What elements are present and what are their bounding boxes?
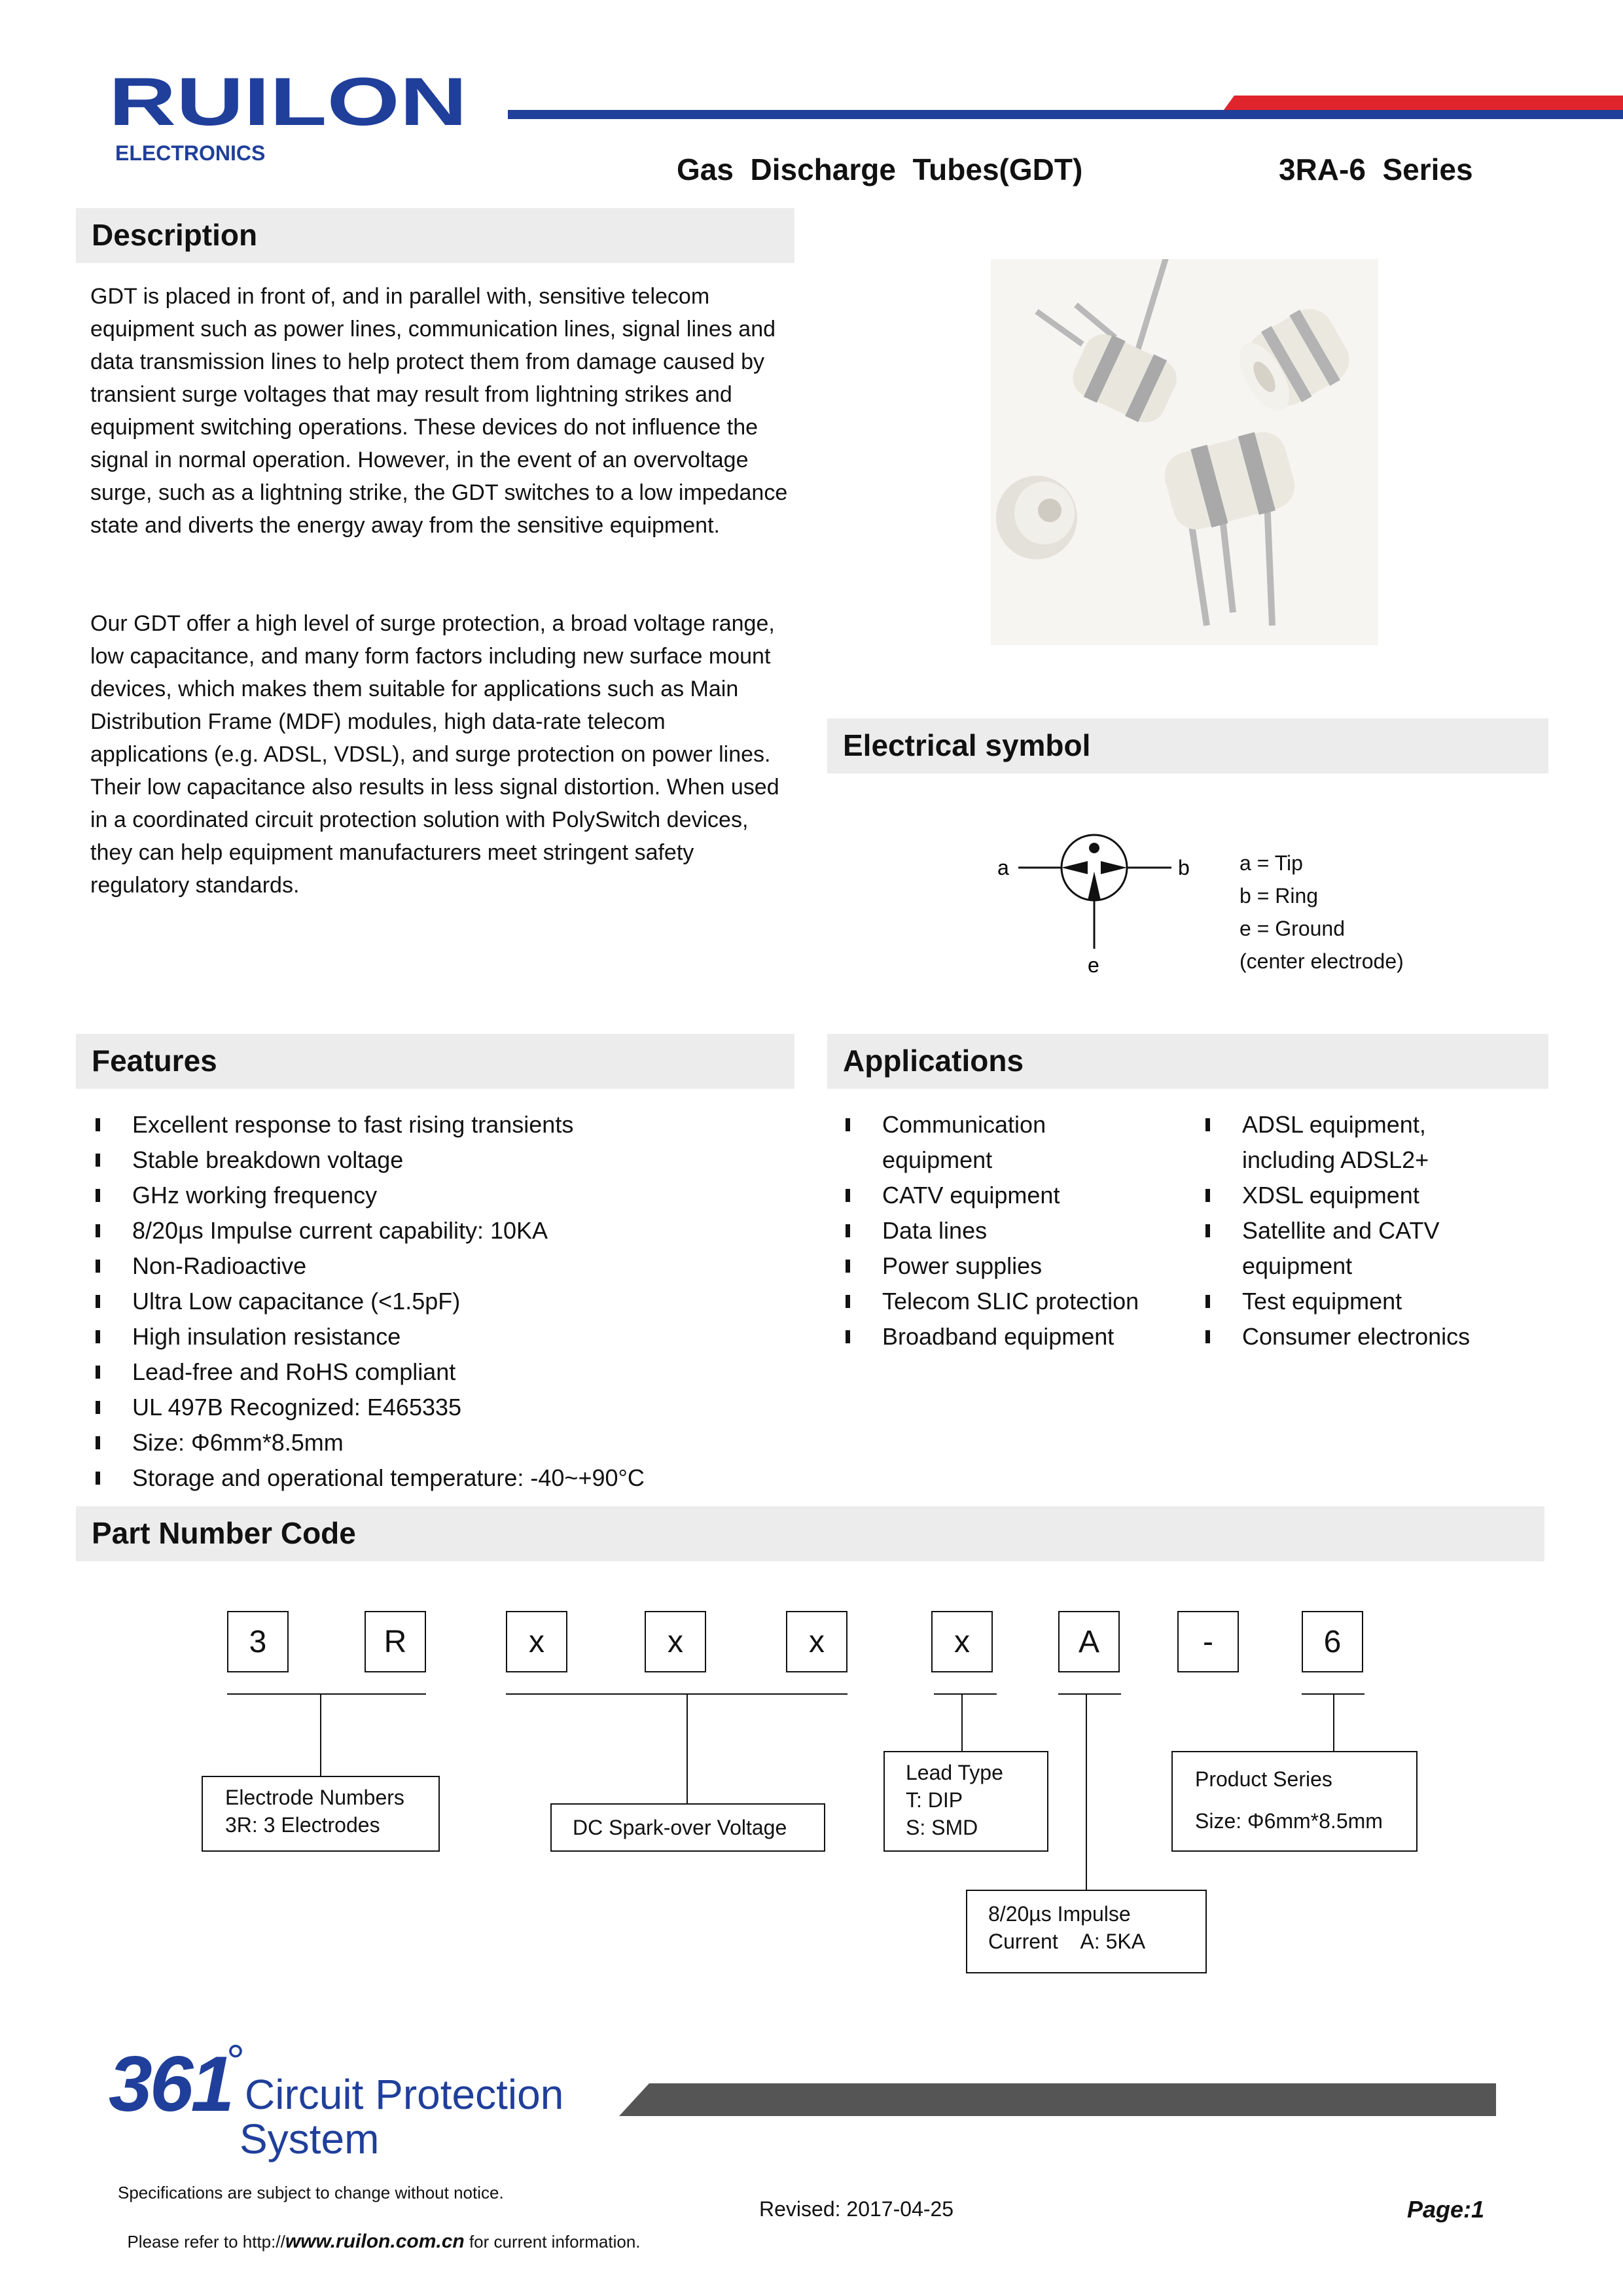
pn-connector-lead — [961, 1693, 963, 1752]
symbol-label-e: e — [1088, 953, 1099, 977]
feature-item: Excellent response to fast rising transients — [90, 1107, 784, 1142]
pn-bracket-lead — [934, 1693, 997, 1695]
footer-url-link[interactable]: www.ruilon.com.cn — [285, 2231, 465, 2252]
pn-impulse-value: Current A: 5KA — [988, 1930, 1146, 1953]
logo-361-number: 361 — [109, 2040, 232, 2128]
symbol-header — [827, 718, 1548, 773]
feature-item: Ultra Low capacitance (<1.5pF) — [90, 1284, 784, 1319]
footer-notice-2 — [118, 2210, 641, 2253]
feature-item: Non-Radioactive — [90, 1248, 784, 1284]
logo-line-2: System — [240, 2115, 380, 2163]
symbol-legend — [1240, 847, 1404, 978]
series-title: 3RA-6 Series — [1279, 152, 1473, 186]
pn-char-9: 6 — [1302, 1611, 1363, 1672]
description-heading: Description — [92, 218, 258, 252]
symbol-label-b: b — [1178, 856, 1190, 879]
pn-char-5: x — [786, 1611, 847, 1672]
doc-title: Gas Discharge Tubes(GDT) — [677, 152, 1083, 186]
pn-series-title: Product Series — [1195, 1767, 1332, 1791]
logo-361-degree: ° — [226, 2036, 245, 2087]
pn-char-8: - — [1177, 1611, 1239, 1672]
pn-box-lead — [883, 1751, 1048, 1852]
application-item: Data lines — [840, 1213, 1181, 1248]
part-number-heading: Part Number Code — [92, 1516, 356, 1550]
pn-impulse-title: 8/20µs Impulse — [988, 1902, 1131, 1926]
ruilon-logo-mark — [109, 69, 475, 134]
pn-char-3: x — [506, 1611, 567, 1672]
footer-page: Page:1 — [1407, 2196, 1485, 2223]
symbol-legend-ground: e = Ground — [1240, 917, 1345, 940]
pn-box-electrode — [202, 1776, 440, 1852]
application-item: XDSL equipment — [1200, 1178, 1541, 1213]
gdt-end-view — [996, 476, 1077, 559]
pn-box-series — [1171, 1751, 1418, 1852]
brand-logo — [109, 69, 475, 137]
applications-list-2 — [1200, 1107, 1541, 1354]
header-stripe — [508, 96, 1623, 124]
feature-item: Stable breakdown voltage — [90, 1142, 784, 1178]
logo-line-1: Circuit Protection — [245, 2071, 564, 2118]
pn-electrode-title: Electrode Numbers — [225, 1786, 404, 1809]
application-item: Test equipment — [1200, 1284, 1541, 1319]
application-item: Communication equipment — [840, 1107, 1079, 1178]
pn-char-6: x — [931, 1611, 993, 1672]
application-item: Telecom SLIC protection — [840, 1284, 1181, 1319]
product-photo — [991, 259, 1378, 645]
pn-connector-electrode — [320, 1693, 321, 1776]
pn-voltage-title: DC Spark-over Voltage — [573, 1816, 787, 1839]
application-item: ADSL equipment, including ADSL2+ — [1200, 1107, 1478, 1178]
pn-connector-series — [1333, 1693, 1334, 1752]
logo-361 — [109, 2036, 606, 2170]
footer-notice-2-post: for current information. — [464, 2232, 641, 2252]
features-header — [76, 1034, 794, 1089]
feature-item: UL 497B Recognized: E465335 — [90, 1390, 784, 1425]
applications-heading: Applications — [843, 1044, 1024, 1078]
pn-connector-impulse — [1086, 1693, 1087, 1890]
symbol-legend-center: (center electrode) — [1240, 949, 1404, 973]
footer-revised: Revised: 2017-04-25 — [759, 2197, 954, 2221]
pn-series-size: Size: Φ6mm*8.5mm — [1195, 1809, 1383, 1833]
application-item: Satellite and CATV equipment — [1200, 1213, 1478, 1284]
features-heading: Features — [92, 1044, 217, 1078]
pn-lead-dip: T: DIP — [906, 1788, 963, 1812]
applications-list-1 — [840, 1107, 1181, 1354]
pn-char-7: A — [1058, 1611, 1120, 1672]
pn-char-2: R — [365, 1611, 426, 1672]
features-list — [90, 1107, 784, 1496]
footer-notice-1: Specifications are subject to change without notice. — [118, 2183, 504, 2202]
pn-char-1: 3 — [227, 1611, 289, 1672]
description-para-2: Our GDT offer a high level of surge protection, a broad voltage range, low capacitance, and many form factors including new surface mount devices, which makes them suitable for applications such as Main Distribution Frame (MDF) modules, high data-rate telecom applications (e.g. ADSL, VDSL), and surge protection on power lines. Their low capacitance also results in less signal distortion. When used in a coordinated circuit protection solution with PolySwitch devices, they can help equipment manufacturers meet stringent safety regulatory standards. — [90, 611, 779, 898]
pn-lead-smd: S: SMD — [906, 1816, 978, 1839]
symbol-legend-ring: b = Ring — [1240, 884, 1319, 908]
feature-item: Lead-free and RoHS compliant — [90, 1354, 784, 1390]
footer-notice-2-pre: Please refer to http:// — [127, 2232, 285, 2252]
feature-item: Size: Φ6mm*8.5mm — [90, 1425, 784, 1460]
application-item: CATV equipment — [840, 1178, 1181, 1213]
pn-char-4: x — [645, 1611, 706, 1672]
application-item: Power supplies — [840, 1248, 1181, 1284]
description-para-1: GDT is placed in front of, and in parallel with, sensitive telecom equipment such as power lines, communication lines, signal lines and data transmission lines to help protect them from damage caused by transient surge voltages that may result from lightning strikes and equipment switching operations. These devices do not influence the signal in normal operation. However, in the event of an overvoltage surge, such as a lightning strike, the GDT switches to a low impedance state and diverts the energy away from the sensitive equipment. — [90, 284, 788, 538]
applications-header — [827, 1034, 1548, 1089]
pn-connector-voltage — [687, 1693, 688, 1803]
symbol-legend-tip: a = Tip — [1240, 851, 1303, 875]
symbol-heading: Electrical symbol — [843, 728, 1091, 762]
symbol-label-a: a — [997, 856, 1009, 879]
gdt-symbol-diagram — [988, 831, 1230, 981]
pn-lead-title: Lead Type — [906, 1761, 1003, 1784]
description-header — [76, 208, 794, 263]
feature-item: 8/20µs Impulse current capability: 10KA — [90, 1213, 784, 1248]
pn-bracket-electrode — [227, 1693, 426, 1695]
pn-box-impulse — [966, 1890, 1207, 1973]
feature-item: High insulation resistance — [90, 1319, 784, 1354]
feature-item: GHz working frequency — [90, 1178, 784, 1213]
pn-electrode-value: 3R: 3 Electrodes — [225, 1813, 380, 1837]
part-number-header — [76, 1506, 1544, 1561]
brand-logo-text: RUILON — [109, 69, 467, 134]
feature-item: Storage and operational temperature: -40~+90°C — [90, 1460, 784, 1496]
pn-bracket-impulse — [1058, 1693, 1121, 1695]
application-item: Consumer electronics — [1200, 1319, 1541, 1354]
brand-sub: ELECTRONICS — [115, 141, 266, 165]
application-item: Broadband equipment — [840, 1319, 1181, 1354]
footer-stripe — [619, 2083, 1496, 2116]
pn-box-voltage — [550, 1803, 825, 1852]
pn-bracket-voltage — [506, 1693, 847, 1695]
